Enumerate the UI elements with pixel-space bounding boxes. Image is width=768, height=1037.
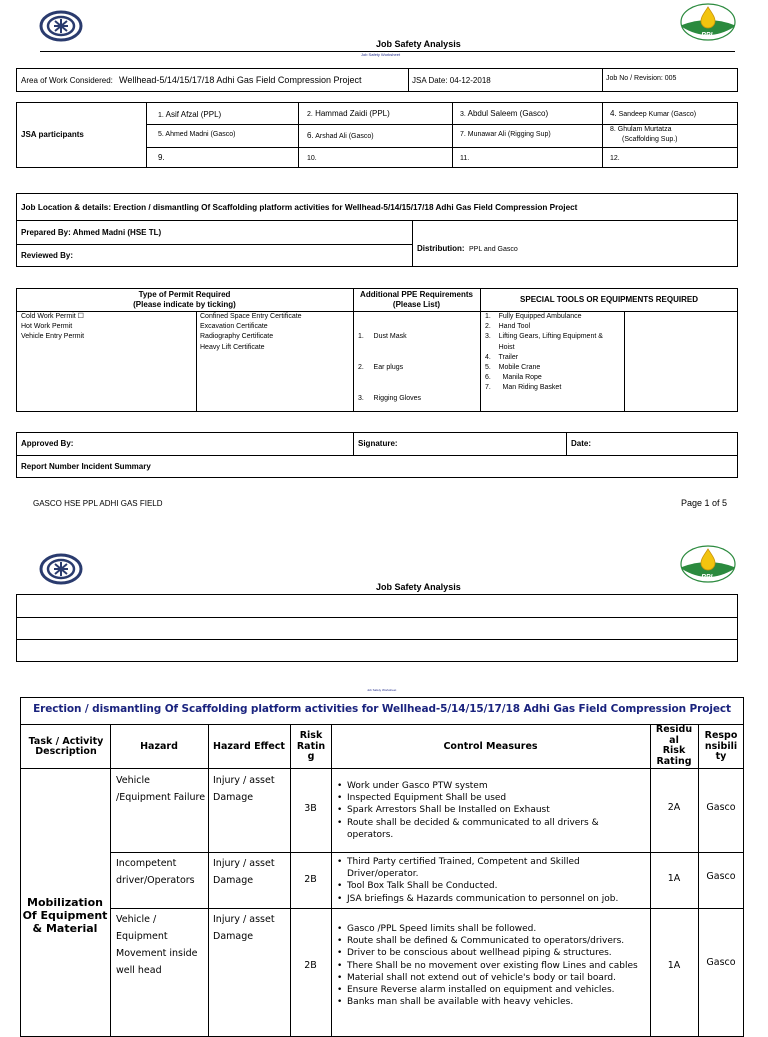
footer-left: GASCO HSE PPL ADHI GAS FIELD bbox=[33, 499, 163, 508]
col-risk-rating: Risk Ratin g bbox=[296, 730, 326, 763]
tool-item: 3. Lifting Gears, Lifting Equipment & bbox=[485, 333, 603, 341]
hazard-1: Vehicle /Equipment Failure bbox=[116, 775, 206, 803]
tool-item: Hoist bbox=[485, 343, 515, 351]
control-item: • Banks man shall be available with heavy vehicles. bbox=[335, 996, 638, 1008]
gasco-logo bbox=[38, 9, 84, 43]
tool-item: 5. Mobile Crane bbox=[485, 364, 541, 372]
control-item: • Spark Arrestors Shall be Installed on Exhaust bbox=[335, 804, 599, 816]
jsa-date: JSA Date: 04-12-2018 bbox=[412, 76, 491, 85]
gasco-logo-2 bbox=[38, 552, 84, 586]
tool-item: 7. Man Riding Basket bbox=[485, 384, 562, 392]
participant-2: 2. Hammad Zaidi (PPL) bbox=[307, 109, 390, 118]
control-item: • Inspected Equipment Shall be used bbox=[335, 792, 599, 804]
participant-9: 9. bbox=[158, 153, 165, 162]
effect-1: Injury / asset Damage bbox=[213, 775, 275, 803]
participant-1: 1. Asif Afzal (PPL) bbox=[158, 110, 222, 119]
job-location: Job Location & details: Erection / dismantling Of Scaffolding platform activities for Wellhead-5/14/15/17/18 Adhi Gas Field Compression Project bbox=[21, 203, 578, 212]
col-task: Task / Activity Description bbox=[28, 735, 104, 757]
permit-item: Heavy Lift Certificate bbox=[200, 343, 265, 351]
permit-list-2 bbox=[200, 312, 302, 353]
participant-12: 12. bbox=[610, 155, 620, 162]
tiny-label: Job Safety Worksheet bbox=[367, 688, 397, 692]
approved-by: Approved By: bbox=[21, 439, 74, 448]
header-table bbox=[16, 594, 738, 662]
control-item: • Material shall not extend out of vehicle's body or tail board. bbox=[335, 972, 638, 984]
controls-1 bbox=[335, 780, 599, 841]
control-item: • Work under Gasco PTW system bbox=[335, 780, 599, 792]
control-item: • Ensure Reverse alarm installed on equipment and vehicles. bbox=[335, 984, 638, 996]
report-number: Report Number Incident Summary bbox=[21, 462, 151, 471]
controls-2 bbox=[335, 856, 618, 905]
participant-6: 6. Arshad Ali (Gasco) bbox=[307, 131, 374, 140]
permit-list-1 bbox=[21, 312, 84, 343]
permit-item: Cold Work Permit ☐ bbox=[21, 313, 84, 320]
permit-item: Hot Work Permit bbox=[21, 323, 73, 331]
ppl-logo bbox=[680, 3, 736, 43]
risk-1: 3B bbox=[304, 803, 317, 814]
col-responsibility: Respo nsibili ty bbox=[704, 730, 738, 763]
control-item: • Route shall be defined & Communicated to operators/drivers. bbox=[335, 935, 638, 947]
ppe-item: 2. Ear plugs bbox=[358, 364, 404, 372]
tool-item: 2. Hand Tool bbox=[485, 323, 531, 331]
area-label: Area of Work Considered: bbox=[21, 76, 113, 85]
control-item: • Tool Box Talk Shall be Conducted. bbox=[335, 880, 618, 892]
participants-label: JSA participants bbox=[21, 130, 84, 139]
participant-4: 4. Sandeep Kumar (Gasco) bbox=[610, 109, 697, 118]
tools-list bbox=[485, 312, 603, 394]
hazard-2: Incompetent driver/Operators bbox=[116, 858, 195, 886]
task-description: Mobilization Of Equipment & Material bbox=[22, 895, 108, 935]
participant-3: 3. Abdul Saleem (Gasco) bbox=[460, 109, 549, 118]
resp-2: Gasco bbox=[706, 871, 736, 882]
col-hazard: Hazard bbox=[140, 740, 178, 752]
participant-8: 8. Ghulam Murtatza (Scaffolding Sup.) bbox=[610, 126, 678, 143]
participant-10: 10. bbox=[307, 155, 317, 162]
participant-7: 7. Munawar Ali (Rigging Sup) bbox=[460, 131, 551, 138]
job-number: Job No / Revision: 005 bbox=[606, 75, 677, 82]
permit-item: Vehicle Entry Permit bbox=[21, 333, 85, 341]
tools-header: SPECIAL TOOLS OR EQUIPMENTS REQUIRED bbox=[520, 295, 698, 304]
signature: Signature: bbox=[358, 439, 398, 448]
ppe-item: 3. Rigging Gloves bbox=[358, 394, 422, 402]
area-value: Wellhead-5/14/15/17/18 Adhi Gas Field Compression Project bbox=[119, 75, 362, 85]
control-item-cont: operators. bbox=[347, 829, 394, 840]
col-control-measures: Control Measures bbox=[443, 740, 538, 752]
risk-3: 2B bbox=[304, 960, 317, 971]
controls-3 bbox=[335, 923, 638, 1008]
prepared-by: Prepared By: Ahmed Madni (HSE TL) bbox=[21, 228, 162, 237]
participant-11: 11. bbox=[460, 155, 470, 162]
page-title: Job Safety Analysis bbox=[376, 39, 461, 49]
ppe-item: 1. Dust Mask bbox=[358, 333, 407, 341]
risk-2: 2B bbox=[304, 874, 317, 885]
ppl-logo-2 bbox=[680, 545, 736, 585]
page-title-2: Job Safety Analysis bbox=[376, 582, 461, 592]
col-residual-risk: Residu al Risk Rating bbox=[655, 724, 693, 767]
effect-2: Injury / asset Damage bbox=[213, 858, 275, 886]
permit-header: Type of Permit Required (Please indicate by ticking) bbox=[133, 290, 236, 309]
residual-3: 1A bbox=[667, 960, 681, 971]
reviewed-by: Reviewed By: bbox=[21, 251, 74, 260]
permit-item: Radiography Certificate bbox=[200, 333, 274, 341]
date: Date: bbox=[571, 439, 592, 448]
tool-item: 6. Manila Rope bbox=[485, 374, 542, 382]
svg-text:PPL: PPL bbox=[701, 574, 715, 581]
tool-item: 4. Trailer bbox=[485, 353, 519, 361]
ppe-header: Additional PPE Requirements (Please List) bbox=[360, 290, 473, 309]
distribution: Distribution: PPL and Gasco bbox=[417, 244, 518, 253]
page-number: Page 1 of 5 bbox=[681, 498, 728, 508]
svg-text:PPL: PPL bbox=[701, 32, 715, 39]
col-hazard-effect: Hazard Effect bbox=[213, 740, 285, 752]
risk-table-title: Erection / dismantling Of Scaffolding platform activities for Wellhead-5/14/15/17/18 Adhi Gas Field Compression Project bbox=[33, 703, 731, 715]
control-item: • There Shall be no movement over existing flow Lines and cables bbox=[335, 960, 638, 972]
residual-1: 2A bbox=[667, 802, 681, 813]
control-item: • Route shall be decided & communicated to all drivers & bbox=[335, 817, 599, 829]
effect-3: Injury / asset Damage bbox=[213, 914, 275, 942]
ppe-list bbox=[358, 312, 421, 414]
control-item: • JSA briefings & Hazards communication to personnel on job. bbox=[335, 893, 618, 905]
resp-3: Gasco bbox=[706, 957, 736, 968]
tool-item: 1. Fully Equipped Ambulance bbox=[485, 313, 582, 320]
control-item: • Driver to be conscious about wellhead piping & structures. bbox=[335, 947, 638, 959]
control-item-cont: Driver/operator. bbox=[347, 869, 419, 880]
permit-item: Confined Space Entry Certificate bbox=[200, 313, 302, 320]
resp-1: Gasco bbox=[706, 802, 736, 813]
permit-item: Excavation Certificate bbox=[200, 323, 268, 331]
hazard-3: Vehicle / Equipment Movement inside well head bbox=[116, 914, 198, 976]
subtitle: Job Safety Worksheet bbox=[361, 52, 401, 57]
control-item: • Third Party certified Trained, Competent and Skilled bbox=[335, 856, 618, 868]
participant-5: 5. Ahmed Madni (Gasco) bbox=[158, 131, 236, 138]
control-item: • Gasco /PPL Speed limits shall be followed. bbox=[335, 923, 638, 935]
residual-2: 1A bbox=[667, 873, 681, 884]
